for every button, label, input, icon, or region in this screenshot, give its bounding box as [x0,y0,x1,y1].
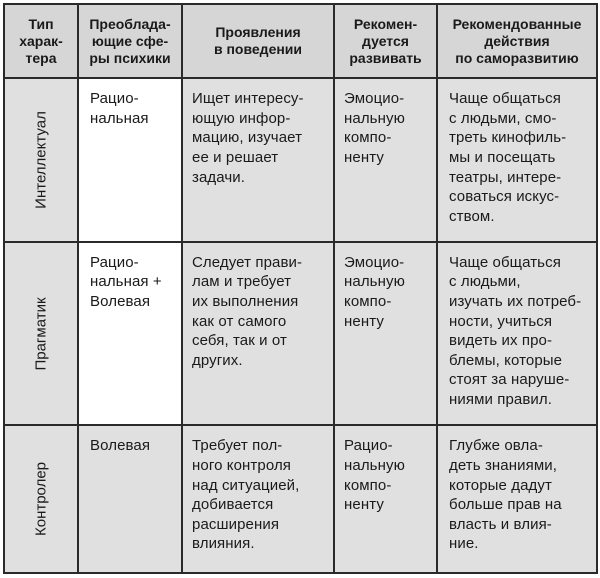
actions-text: Чаще общаться с людьми, изучать их потреб- ности, учиться видеть их про- блемы, которые стоят за наруше- ниями правил. [449,253,582,408]
character-types-table-container [3,3,596,574]
develop-text: Эмоцио- нальную компо- ненту [344,90,405,167]
develop-text: Рацио- нальную компо- ненту [344,437,405,514]
header-character-type: Тип харак- тера [4,4,78,78]
actions-cell [437,242,597,426]
sphere-text: Рацио- нальная [90,90,149,127]
type-label: Прагматик [32,297,50,371]
behavior-cell [182,78,334,242]
character-types-table [3,3,598,574]
actions-text: Чаще общаться с людьми, смо- треть кинофиль- мы и посещать театры, интере- соваться искус- ством. [449,90,567,225]
sphere-cell [78,425,182,573]
develop-cell [334,425,437,573]
behavior-text: Следует прави- лам и требует их выполнения как от самого себя, так и от других. [192,253,303,369]
develop-cell [334,242,437,426]
behavior-text: Требует пол- ного контроля над ситуацией, добивается расширения влияния. [192,437,300,553]
header-dominant-spheres: Преоблада- ющие сфе- ры психики [78,4,182,78]
actions-cell [437,425,597,573]
behavior-cell [182,242,334,426]
sphere-text: Волевая [90,437,151,455]
table-row [4,425,597,573]
sphere-cell [78,242,182,426]
type-cell [4,242,78,426]
sphere-text: Рацио- нальная + Волевая [90,253,162,310]
behavior-text: Ищет интересу- ющую инфор- мацию, изучает ее и решает задачи. [192,90,304,186]
table-header-row [4,4,597,78]
behavior-cell [182,425,334,573]
header-recommended-actions: Рекомендованные действия по саморазвитию [437,4,597,78]
sphere-cell [78,78,182,242]
develop-text: Эмоцио- нальную компо- ненту [344,253,405,330]
type-cell [4,425,78,573]
header-behavior: Проявления в поведении [182,4,334,78]
header-recommended-develop: Рекомен- дуется развивать [334,4,437,78]
actions-text: Глубже овла- деть знаниями, которые дадут больше прав на власть и влия- ние. [449,437,562,553]
develop-cell [334,78,437,242]
type-cell [4,78,78,242]
actions-cell [437,78,597,242]
table-row [4,78,597,242]
type-label: Контролер [32,462,50,537]
type-label: Интеллектуал [32,111,50,209]
table-row [4,242,597,426]
